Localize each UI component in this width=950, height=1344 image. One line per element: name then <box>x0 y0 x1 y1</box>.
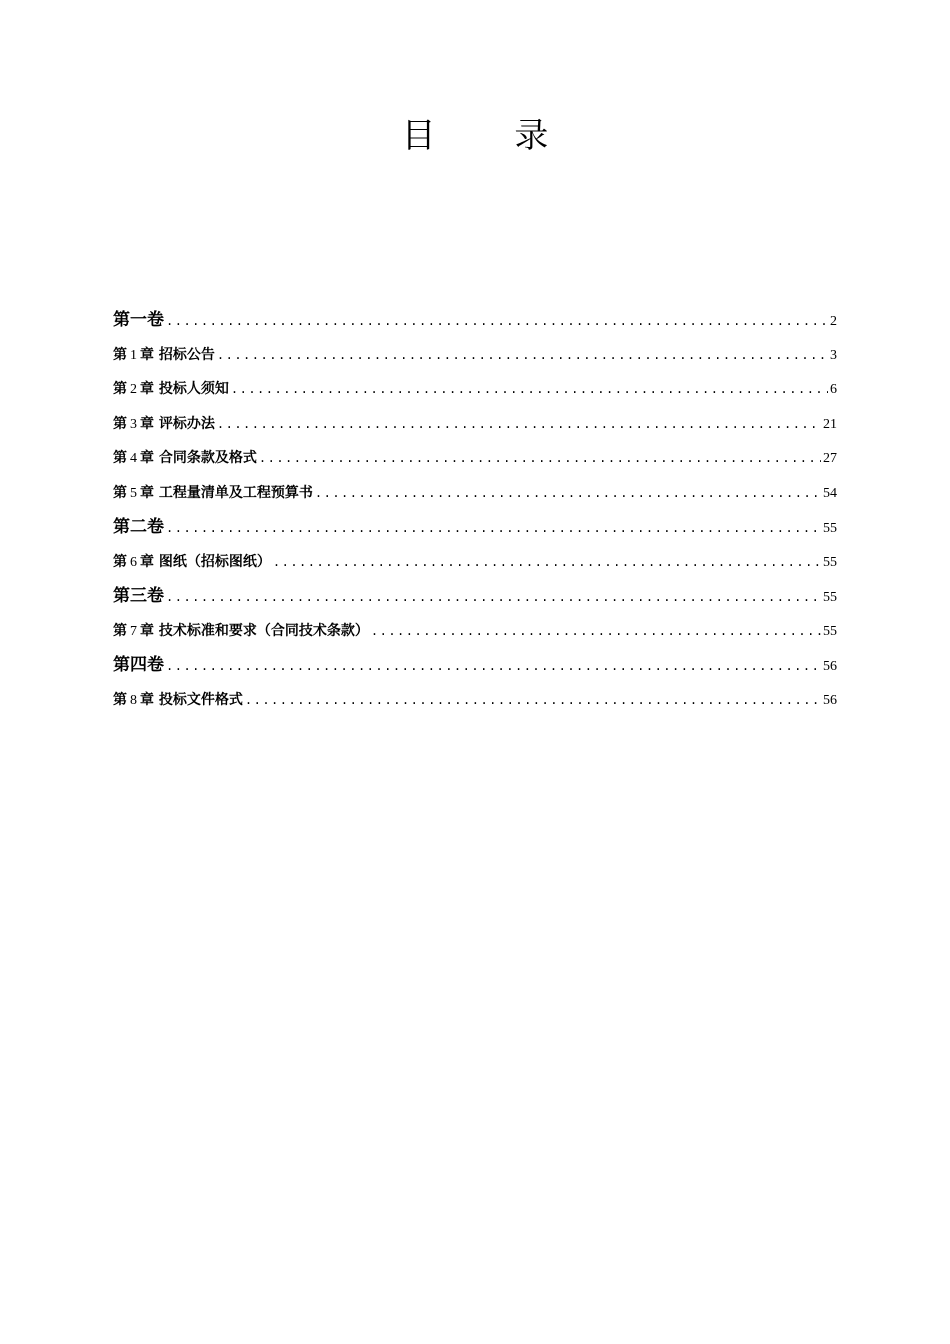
toc-entry-label <box>113 683 243 718</box>
toc-entry-chapter-7[interactable] <box>113 614 837 649</box>
toc-entry-label <box>113 441 257 476</box>
toc-page-number: 55 <box>823 554 837 570</box>
toc-leader-dots <box>273 545 821 580</box>
page-title: 目 录 <box>401 116 583 156</box>
chapter-title: 章 招标公告 <box>140 346 215 363</box>
toc-leader-dots <box>217 407 821 442</box>
toc-leader-dots <box>166 511 821 545</box>
table-of-contents <box>113 303 837 717</box>
toc-entry-label <box>113 407 215 442</box>
chapter-number: 8 <box>130 692 137 708</box>
toc-page-number: 54 <box>823 485 837 501</box>
chapter-title: 章 图纸（招标图纸） <box>140 553 271 570</box>
chapter-prefix: 第 <box>113 415 127 432</box>
toc-entry-label: 第二卷 <box>113 517 164 537</box>
toc-entry-label <box>113 372 229 407</box>
toc-leader-dots <box>166 580 821 614</box>
toc-entry-chapter-3[interactable] <box>113 407 837 442</box>
toc-leader-dots <box>315 476 821 511</box>
toc-entry-label <box>113 338 215 373</box>
toc-entry-chapter-6[interactable] <box>113 545 837 580</box>
chapter-prefix: 第 <box>113 450 127 466</box>
chapter-number: 4 <box>130 451 137 466</box>
toc-page-number: 3 <box>830 347 837 363</box>
toc-leader-dots <box>245 683 821 718</box>
toc-leader-dots <box>217 338 828 373</box>
toc-leader-dots <box>371 614 821 649</box>
toc-page-number: 56 <box>823 659 837 674</box>
toc-entry-chapter-4[interactable] <box>113 441 837 476</box>
toc-page-number: 55 <box>823 590 837 605</box>
chapter-prefix: 第 <box>113 484 127 501</box>
toc-entry-chapter-5[interactable] <box>113 476 837 511</box>
toc-page-number: 55 <box>823 623 837 639</box>
chapter-title: 章 合同条款及格式 <box>140 450 257 466</box>
toc-entry-chapter-8[interactable] <box>113 683 837 718</box>
toc-leader-dots <box>231 372 828 407</box>
toc-entry-volume-2[interactable] <box>113 510 837 545</box>
toc-entry-volume-4[interactable] <box>113 648 837 683</box>
toc-entry-label <box>113 614 369 649</box>
chapter-title: 章 工程量清单及工程预算书 <box>140 484 313 501</box>
chapter-title: 章 投标人须知 <box>140 381 229 397</box>
chapter-number: 3 <box>130 416 137 432</box>
toc-leader-dots <box>166 649 821 683</box>
toc-entry-label <box>113 545 271 580</box>
toc-entry-volume-3[interactable] <box>113 579 837 614</box>
toc-entry-label: 第三卷 <box>113 586 164 606</box>
toc-entry-label: 第一卷 <box>113 310 164 330</box>
chapter-number: 7 <box>130 623 137 639</box>
toc-leader-dots <box>259 441 821 476</box>
chapter-title: 章 技术标准和要求（合同技术条款） <box>140 622 369 639</box>
toc-page-number: 2 <box>830 314 837 329</box>
toc-entry-chapter-2[interactable] <box>113 372 837 407</box>
toc-entry-label: 第四卷 <box>113 655 164 675</box>
toc-entry-volume-1[interactable] <box>113 303 837 338</box>
chapter-number: 1 <box>130 347 137 363</box>
toc-page-number: 27 <box>823 451 837 466</box>
toc-page-number: 55 <box>823 521 837 536</box>
chapter-number: 5 <box>130 485 137 501</box>
toc-page-number: 6 <box>830 382 837 397</box>
chapter-number: 2 <box>130 382 137 397</box>
chapter-title: 章 投标文件格式 <box>140 691 243 708</box>
chapter-prefix: 第 <box>113 381 127 397</box>
chapter-prefix: 第 <box>113 622 127 639</box>
chapter-prefix: 第 <box>113 691 127 708</box>
toc-leader-dots <box>166 304 828 338</box>
toc-page-number: 56 <box>823 692 837 708</box>
chapter-number: 6 <box>130 554 137 570</box>
chapter-prefix: 第 <box>113 553 127 570</box>
chapter-prefix: 第 <box>113 346 127 363</box>
toc-entry-chapter-1[interactable] <box>113 338 837 373</box>
toc-entry-label <box>113 476 313 511</box>
toc-page-number: 21 <box>823 416 837 432</box>
chapter-title: 章 评标办法 <box>140 415 215 432</box>
